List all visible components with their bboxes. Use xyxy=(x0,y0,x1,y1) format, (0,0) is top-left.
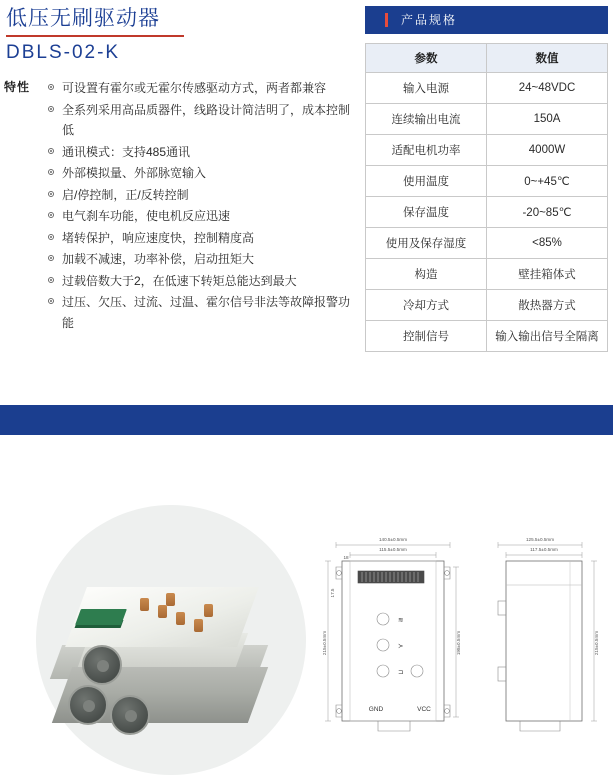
feature-text: 加载不减速，功率补偿，启动扭矩大 xyxy=(62,252,255,266)
cell-value: 24~48VDC xyxy=(487,73,608,104)
feature-text: 可设置有霍尔或无霍尔传感驱动方式，两者都兼容 xyxy=(62,81,327,95)
dim-side-top-inner: 117.5±0.5mm xyxy=(530,547,558,552)
cell-param: 保存温度 xyxy=(366,197,487,228)
dim-side-height: 215±0.5mm xyxy=(594,630,599,656)
spec-panel xyxy=(365,6,608,352)
dim-front-side-inner: 198±0.5mm xyxy=(456,630,461,656)
green-terminal-block xyxy=(75,609,127,625)
table-row xyxy=(366,228,608,259)
bullet-icon xyxy=(48,84,54,90)
title-block xyxy=(6,6,336,65)
cooling-fan-icon xyxy=(68,685,108,725)
section-divider-band xyxy=(0,405,613,435)
feature-text: 全系列采用高品质器件，线路设计简洁明了，成本控制低 xyxy=(62,102,351,137)
cell-param: 使用及保存湿度 xyxy=(366,228,487,259)
cooling-fan-icon xyxy=(110,695,150,735)
spec-table xyxy=(365,43,608,352)
dim-front-left-tiny: 17.5 xyxy=(330,588,335,598)
page-title: 低压无刷驱动器 xyxy=(6,7,160,30)
bullet-icon xyxy=(48,255,54,261)
list-item xyxy=(48,249,354,270)
list-item xyxy=(48,142,354,163)
cell-value: <85% xyxy=(487,228,608,259)
dim-front-left-small: 18 xyxy=(343,555,349,560)
cell-value: -20~85℃ xyxy=(487,197,608,228)
table-row xyxy=(366,290,608,321)
cell-param: 冷却方式 xyxy=(366,290,487,321)
dim-front-top-outer: 140.5±0.5mm xyxy=(378,537,408,542)
cell-value: 散热器方式 xyxy=(487,290,608,321)
table-row xyxy=(366,321,608,352)
bullet-icon xyxy=(48,234,54,240)
table-header-row xyxy=(366,44,608,73)
features-label: 特性 xyxy=(4,80,31,94)
feature-text: 过压、欠压、过流、过温、霍尔信号非法等故障报警功能 xyxy=(62,295,351,330)
copper-post xyxy=(204,604,213,617)
list-item xyxy=(48,78,354,99)
table-row xyxy=(366,73,608,104)
cell-param: 适配电机功率 xyxy=(366,135,487,166)
list-item xyxy=(48,206,354,227)
feature-text: 过载倍数大于2，在低速下转矩总能达到最大 xyxy=(62,273,297,288)
column-header-value: 数值 xyxy=(487,44,608,73)
feature-text: 堵转保护，响应速度快，控制精度高 xyxy=(62,230,255,245)
bullet-icon xyxy=(48,212,54,218)
cell-param: 输入电源 xyxy=(366,73,487,104)
title-underline xyxy=(6,35,184,37)
cooling-fan-icon xyxy=(82,645,122,685)
list-item xyxy=(48,185,354,206)
cell-value: 4000W xyxy=(487,135,608,166)
cell-param: 使用温度 xyxy=(366,166,487,197)
product-illustration xyxy=(54,549,290,739)
list-item xyxy=(48,271,354,292)
copper-post xyxy=(140,598,149,611)
column-header-param: 参数 xyxy=(366,44,487,73)
cell-param: 构造 xyxy=(366,259,487,290)
copper-post xyxy=(194,619,203,632)
feature-text: 通讯模式：支持485通讯 xyxy=(62,144,191,159)
table-row xyxy=(366,166,608,197)
model-number: DBLS-02-K xyxy=(6,42,121,63)
dim-front-side-outer: 215±0.5mm xyxy=(322,630,327,656)
features-section xyxy=(4,78,354,334)
copper-post xyxy=(158,605,167,618)
product-photo xyxy=(36,505,312,775)
copper-post xyxy=(176,612,185,625)
feature-text: 电气刹车功能，使电机反应迅速 xyxy=(62,209,231,223)
technical-drawings xyxy=(320,515,608,773)
bullet-icon xyxy=(48,169,54,175)
table-row xyxy=(366,197,608,228)
feature-list xyxy=(48,78,354,333)
heading-accent-bar xyxy=(385,13,388,27)
bullet-icon xyxy=(48,191,54,197)
cell-value: 0~+45℃ xyxy=(487,166,608,197)
terminal-mark: ⊐ xyxy=(398,669,404,676)
label-vcc: VCC xyxy=(417,706,431,713)
cell-param: 控制信号 xyxy=(366,321,487,352)
list-item xyxy=(48,228,354,249)
terminal-mark: ≋ xyxy=(398,617,404,624)
bullet-icon xyxy=(48,106,54,112)
cell-value: 输入输出信号全隔离 xyxy=(487,321,608,352)
drawing-svg xyxy=(320,515,608,773)
bullet-icon xyxy=(48,277,54,283)
cell-value: 150A xyxy=(487,104,608,135)
bullet-icon xyxy=(48,298,54,304)
dim-front-top-inner: 115.5±0.5mm xyxy=(379,547,407,552)
label-gnd: GND xyxy=(368,706,384,713)
dim-side-top-outer: 125.5±0.5mm xyxy=(525,537,555,542)
list-item xyxy=(48,163,354,184)
bullet-icon xyxy=(48,148,54,154)
table-row xyxy=(366,104,608,135)
feature-text: 外部模拟量、外部脉宽输入 xyxy=(62,166,207,180)
spec-heading xyxy=(365,6,608,34)
table-row xyxy=(366,135,608,166)
table-row xyxy=(366,259,608,290)
feature-text: 启/停控制，正/反转控制 xyxy=(62,187,189,202)
terminal-mark: ≻ xyxy=(398,643,404,650)
copper-post xyxy=(166,593,175,606)
spec-heading-text: 产品规格 xyxy=(401,13,458,27)
list-item xyxy=(48,292,354,333)
cell-param: 连续输出电流 xyxy=(366,104,487,135)
list-item xyxy=(48,100,354,141)
cell-value: 壁挂箱体式 xyxy=(487,259,608,290)
